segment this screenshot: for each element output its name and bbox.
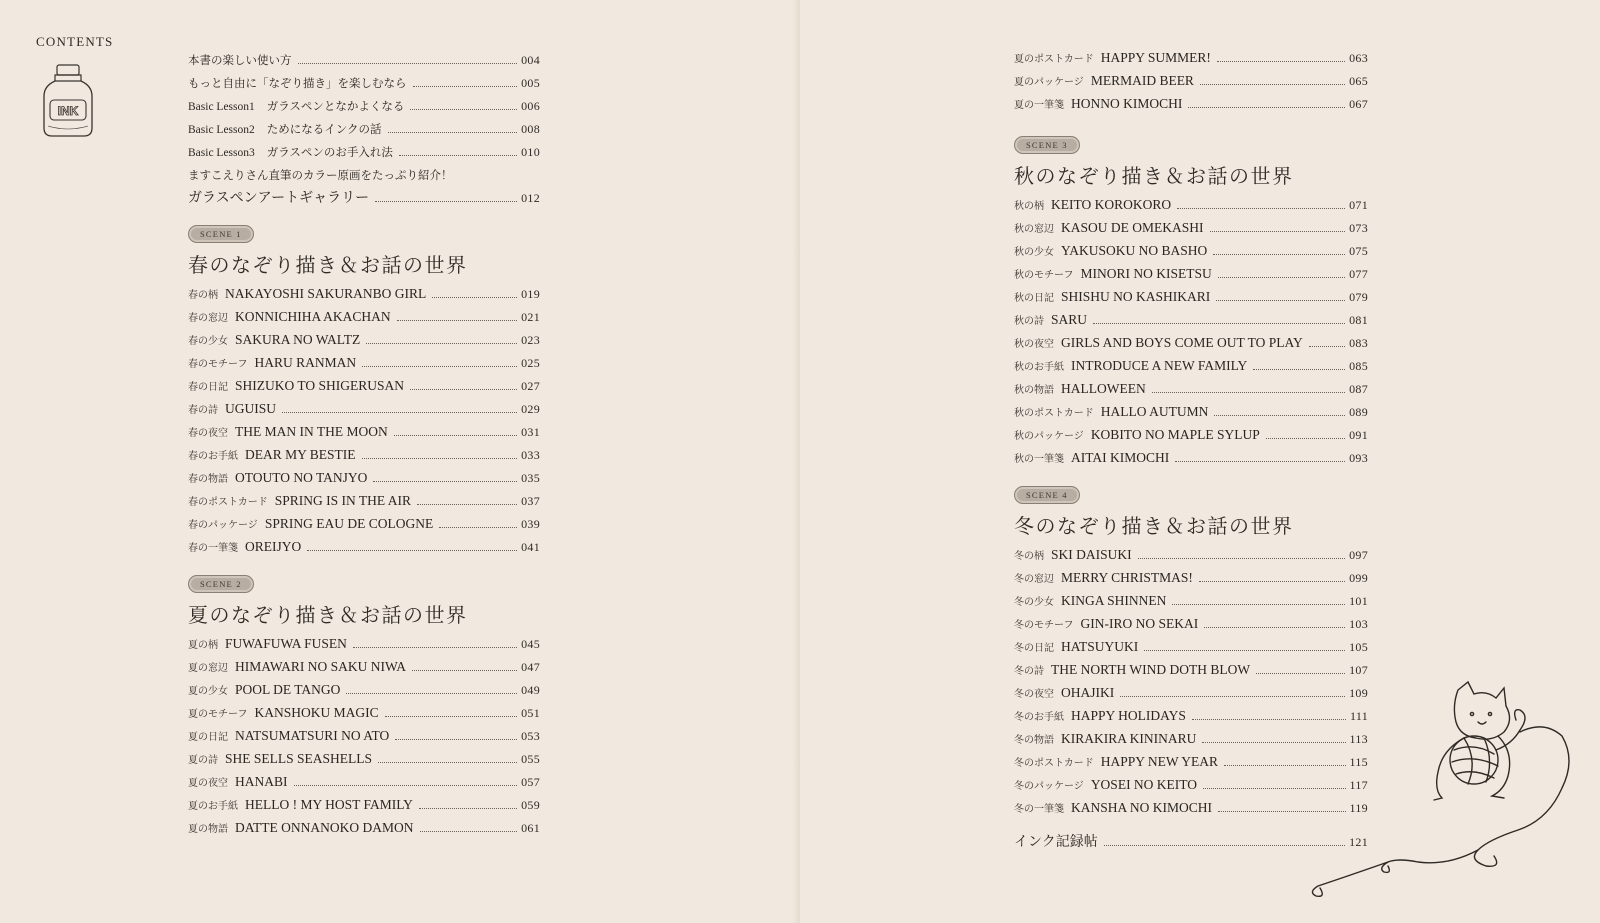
entry-title: HAPPY HOLIDAYS [1071, 708, 1186, 723]
entry-title: KEITO KOROKORO [1051, 197, 1172, 212]
toc-entry[interactable] [188, 447, 540, 470]
scene-3 [1014, 135, 1368, 473]
page-number: 073 [1349, 221, 1368, 235]
dot-leader [1213, 254, 1345, 255]
dot-leader [1218, 277, 1345, 278]
page-number: 115 [1349, 755, 1368, 769]
dot-leader [1253, 369, 1345, 370]
entry-title: SHE SELLS SEASHELLS [225, 751, 373, 766]
entry-title: MINORI NO KISETSU [1080, 266, 1212, 281]
toc-entry[interactable] [1014, 335, 1368, 358]
page-number: 019 [521, 287, 540, 301]
page-number: 121 [1349, 835, 1368, 849]
page-number: 039 [521, 517, 540, 531]
dot-leader [1266, 438, 1345, 439]
entry-title: ためになるインクの話 [266, 124, 382, 136]
dot-leader [410, 389, 517, 390]
dot-leader [378, 762, 517, 763]
page-number: 113 [1349, 732, 1368, 746]
dot-leader [1177, 208, 1345, 209]
section-label: 夏の窓辺 [188, 663, 228, 674]
section-label: 夏の一筆箋 [1014, 100, 1064, 111]
page-number: 012 [521, 191, 540, 205]
dot-leader [282, 412, 517, 413]
section-label: 冬のポストカード [1014, 758, 1094, 769]
entry-title: KANSHOKU MAGIC [254, 705, 379, 720]
page-number: 021 [521, 310, 540, 324]
toc-entry[interactable] [188, 820, 540, 843]
toc-entry[interactable] [1014, 593, 1368, 616]
section-label: 夏の物語 [188, 824, 228, 835]
toc-entry[interactable] [188, 309, 540, 332]
dot-leader [413, 86, 518, 87]
section-label: 夏のモチーフ [188, 709, 248, 720]
page-number: 085 [1349, 359, 1368, 373]
dot-leader [395, 739, 517, 740]
dot-leader [1309, 346, 1345, 347]
entry-title: THE NORTH WIND DOTH BLOW [1051, 662, 1251, 677]
entry-title: NATSUMATSURI NO ATO [235, 728, 390, 743]
page-number: 008 [521, 122, 540, 136]
section-label: 秋のモチーフ [1014, 270, 1074, 281]
page-number: 047 [521, 660, 540, 674]
page-number: 063 [1349, 51, 1368, 65]
section-label: 夏のポストカード [1014, 54, 1094, 65]
dot-leader [410, 109, 517, 110]
page-number: 109 [1349, 686, 1368, 700]
toc-entry[interactable] [1014, 358, 1368, 381]
section-label: 夏の夜空 [188, 778, 228, 789]
toc-entry[interactable] [188, 705, 540, 728]
section-label: 秋の夜空 [1014, 339, 1054, 350]
toc-entry[interactable] [1014, 220, 1368, 243]
entry-title: KANSHA NO KIMOCHI [1071, 800, 1213, 815]
toc-entry[interactable] [188, 682, 540, 705]
dot-leader [1214, 415, 1345, 416]
entry-title: HAPPY NEW YEAR [1100, 754, 1218, 769]
toc-entry-gallery[interactable] [188, 187, 540, 212]
toc-entry[interactable] [188, 516, 540, 539]
entry-title: HAPPY SUMMER! [1100, 50, 1211, 65]
toc-entry[interactable] [1014, 427, 1368, 450]
section-label: 秋の一筆箋 [1014, 454, 1064, 465]
page-number: 083 [1349, 336, 1368, 350]
toc-entry[interactable] [188, 98, 540, 121]
dot-leader [388, 132, 518, 133]
entry-title: NAKAYOSHI SAKURANBO GIRL [225, 286, 427, 301]
entry-title: HIMAWARI NO SAKU NIWA [235, 659, 407, 674]
toc-left-column [188, 52, 540, 843]
section-label: 冬のモチーフ [1014, 620, 1074, 631]
dot-leader [353, 647, 517, 648]
gallery-lead-text: ますこえりさん直筆のカラー原画をたっぷり紹介！ [188, 170, 453, 182]
scene-title: 秋のなぞり描き＆お話の世界 [1014, 166, 1294, 188]
entry-title: ガラスペンのお手入れ法 [266, 147, 393, 159]
page-number: 051 [521, 706, 540, 720]
toc-entry[interactable] [188, 493, 540, 516]
toc-entry[interactable] [188, 286, 540, 309]
entry-title: INTRODUCE A NEW FAMILY [1071, 358, 1248, 373]
entry-title: YAKUSOKU NO BASHO [1061, 243, 1208, 258]
section-label: 春の物語 [188, 474, 228, 485]
toc-entry[interactable] [1014, 570, 1368, 593]
section-label: 夏の詩 [188, 755, 218, 766]
gallery-title: ガラスペンアートギャラリー [188, 191, 370, 206]
page-number: 081 [1349, 313, 1368, 327]
toc-entry[interactable] [188, 470, 540, 493]
entry-title: GIRLS AND BOYS COME OUT TO PLAY [1061, 335, 1303, 350]
page-number: 061 [521, 821, 540, 835]
scene-entries [188, 636, 540, 843]
entry-title: SPRING EAU DE COLOGNE [264, 516, 434, 531]
dot-leader [346, 693, 517, 694]
toc-entry[interactable] [188, 659, 540, 682]
entry-title: 本書の楽しい使い方 [188, 55, 292, 67]
scene-badge: SCENE 2 [188, 575, 254, 593]
toc-entry[interactable] [188, 751, 540, 774]
dot-leader [397, 320, 517, 321]
section-label: 秋の物語 [1014, 385, 1054, 396]
toc-entry[interactable] [188, 728, 540, 751]
dot-leader [1210, 231, 1346, 232]
dot-leader [420, 831, 518, 832]
toc-entry[interactable] [1014, 381, 1368, 404]
toc-entry[interactable] [188, 539, 540, 562]
entry-title: HANABI [235, 774, 288, 789]
scene-badge: SCENE 3 [1014, 136, 1080, 154]
toc-entry[interactable] [188, 355, 540, 378]
toc-entry[interactable] [188, 121, 540, 144]
page-number: 053 [521, 729, 540, 743]
entry-title: POOL DE TANGO [235, 682, 341, 697]
entry-title: GIN-IRO NO SEKAI [1080, 616, 1199, 631]
dot-leader [1188, 107, 1345, 108]
scene-2 [188, 574, 540, 843]
toc-entry[interactable] [188, 797, 540, 820]
entry-title: OHAJIKI [1061, 685, 1115, 700]
entry-title: HALLOWEEN [1061, 381, 1146, 396]
section-label: 春の少女 [188, 336, 228, 347]
dot-leader [375, 201, 517, 202]
entry-title: DEAR MY BESTIE [245, 447, 356, 462]
dot-leader [1144, 650, 1345, 651]
entry-title: KIRAKIRA KININARU [1061, 731, 1197, 746]
dot-leader [439, 527, 517, 528]
scene-1 [188, 224, 540, 562]
entry-title: KOBITO NO MAPLE SYLUP [1090, 427, 1260, 442]
section-label: 春の夜空 [188, 428, 228, 439]
section-label: 秋のお手紙 [1014, 362, 1064, 373]
section-label: 春の日記 [188, 382, 228, 393]
toc-entry[interactable] [1014, 243, 1368, 266]
dot-leader [362, 458, 518, 459]
page-number: 067 [1349, 97, 1368, 111]
dot-leader [298, 63, 518, 64]
ink-label: INK [57, 104, 79, 118]
page-number: 045 [521, 637, 540, 651]
page-number: 093 [1349, 451, 1368, 465]
dot-leader [1256, 673, 1345, 674]
gallery-lead [188, 167, 540, 187]
dot-leader [362, 366, 517, 367]
entry-title: KONNICHIHA AKACHAN [235, 309, 391, 324]
page-number: 117 [1349, 778, 1368, 792]
entry-title: SAKURA NO WALTZ [235, 332, 361, 347]
entry-title: HELLO ! MY HOST FAMILY [245, 797, 413, 812]
entry-title: FUWAFUWA FUSEN [225, 636, 347, 651]
toc-entry[interactable] [188, 424, 540, 447]
page-number: 004 [521, 53, 540, 67]
section-label: 冬の少女 [1014, 597, 1054, 608]
section-label: 秋の柄 [1014, 201, 1044, 212]
section-label: 秋のパッケージ [1014, 431, 1084, 442]
toc-entry[interactable] [1014, 50, 1368, 73]
entry-title: KASOU DE OMEKASHI [1061, 220, 1204, 235]
section-label: 夏の柄 [188, 640, 218, 651]
dot-leader [399, 155, 517, 156]
entry-title: HATSUYUKI [1061, 639, 1139, 654]
section-label: 冬のお手紙 [1014, 712, 1064, 723]
dot-leader [1138, 558, 1345, 559]
entry-title: KINGA SHINNEN [1061, 593, 1167, 608]
page-number: 059 [521, 798, 540, 812]
toc-entry[interactable] [1014, 96, 1368, 119]
page-number: 010 [521, 145, 540, 159]
scene-badge: SCENE 1 [188, 225, 254, 243]
dot-leader [307, 550, 517, 551]
toc-entry[interactable] [1014, 73, 1368, 96]
entry-title: ガラスペンとなかよくなる [266, 101, 405, 113]
entry-title: SHIZUKO TO SHIGERUSAN [235, 378, 405, 393]
section-label: 秋の日記 [1014, 293, 1054, 304]
entry-title: SHISHU NO KASHIKARI [1061, 289, 1211, 304]
section-label: 夏のパッケージ [1014, 77, 1084, 88]
dot-leader [417, 504, 517, 505]
scene-entries [1014, 197, 1368, 473]
toc-entry[interactable] [1014, 639, 1368, 662]
entry-title: MERMAID BEER [1090, 73, 1194, 88]
lesson-prefix: Basic Lesson3 [188, 147, 255, 159]
section-label: 春の柄 [188, 290, 218, 301]
section-label: 冬の夜空 [1014, 689, 1054, 700]
toc-entry[interactable] [1014, 312, 1368, 335]
entry-title: OREIJYO [245, 539, 302, 554]
page-number: 029 [521, 402, 540, 416]
dot-leader [412, 670, 517, 671]
section-label: 秋のポストカード [1014, 408, 1094, 419]
page-number: 055 [521, 752, 540, 766]
toc-entry[interactable] [188, 378, 540, 401]
entry-title: SPRING IS IN THE AIR [274, 493, 411, 508]
section-label: 冬のパッケージ [1014, 781, 1084, 792]
ink-bottle-illustration [40, 62, 96, 140]
page-number: 057 [521, 775, 540, 789]
page-number: 105 [1349, 640, 1368, 654]
toc-entry[interactable] [188, 401, 540, 424]
page-number: 033 [521, 448, 540, 462]
page-number: 111 [1349, 709, 1368, 723]
scene-title: 夏のなぞり描き＆お話の世界 [188, 605, 468, 627]
lesson-prefix: Basic Lesson1 [188, 101, 255, 113]
scene-title: 冬のなぞり描き＆お話の世界 [1014, 516, 1294, 538]
entry-title: HONNO KIMOCHI [1071, 96, 1183, 111]
section-label: 冬の柄 [1014, 551, 1044, 562]
scene-title: 春のなぞり描き＆お話の世界 [188, 255, 468, 277]
section-label: 夏のお手紙 [188, 801, 238, 812]
page-number: 065 [1349, 74, 1368, 88]
dot-leader [419, 808, 517, 809]
page-number: 119 [1349, 801, 1368, 815]
section-label: 春の詩 [188, 405, 218, 416]
entry-title: HALLO AUTUMN [1100, 404, 1209, 419]
entry-title: MERRY CHRISTMAS! [1061, 570, 1193, 585]
toc-entry[interactable] [1014, 547, 1368, 570]
cat-with-yarn-illustration [1308, 680, 1598, 910]
toc-entry[interactable] [1014, 616, 1368, 639]
entry-title: OTOUTO NO TANJYO [235, 470, 368, 485]
page-number: 023 [521, 333, 540, 347]
section-label: 冬の物語 [1014, 735, 1054, 746]
section-label: 冬の詩 [1014, 666, 1044, 677]
page-number: 006 [521, 99, 540, 113]
dot-leader [373, 481, 517, 482]
page-number: 075 [1349, 244, 1368, 258]
toc-entry[interactable] [1014, 450, 1368, 473]
entry-title: SARU [1051, 312, 1088, 327]
page-number: 103 [1349, 617, 1368, 631]
page-number: 071 [1349, 198, 1368, 212]
scene-entries [188, 286, 540, 562]
dot-leader [1199, 581, 1345, 582]
section-label: 秋の窓辺 [1014, 224, 1054, 235]
entry-title: もっと自由に「なぞり描き」を楽しむなら [188, 78, 407, 90]
page-number: 025 [521, 356, 540, 370]
toc-entry[interactable] [1014, 404, 1368, 427]
toc-entry[interactable] [188, 52, 540, 75]
dot-leader [1200, 84, 1345, 85]
dot-leader [1093, 323, 1345, 324]
page-number: 035 [521, 471, 540, 485]
dot-leader [1152, 392, 1345, 393]
page-number: 037 [521, 494, 540, 508]
page-number: 005 [521, 76, 540, 90]
entry-title: AITAI KIMOCHI [1071, 450, 1170, 465]
page-number: 099 [1349, 571, 1368, 585]
section-label: 春のお手紙 [188, 451, 238, 462]
dot-leader [294, 785, 518, 786]
toc-entry[interactable] [188, 774, 540, 797]
entry-title: UGUISU [225, 401, 277, 416]
page-number: 091 [1349, 428, 1368, 442]
page-number: 031 [521, 425, 540, 439]
entry-title: DATTE ONNANOKO DAMON [235, 820, 414, 835]
page-number: 027 [521, 379, 540, 393]
page-number: 097 [1349, 548, 1368, 562]
page-number: 079 [1349, 290, 1368, 304]
lesson-prefix: Basic Lesson2 [188, 124, 255, 136]
page-number: 089 [1349, 405, 1368, 419]
toc-entry[interactable] [1014, 266, 1368, 289]
page-number: 101 [1349, 594, 1368, 608]
entry-title: YOSEI NO KEITO [1090, 777, 1198, 792]
section-label: 春のモチーフ [188, 359, 248, 370]
toc-entry[interactable] [188, 332, 540, 355]
section-label: 冬の一筆箋 [1014, 804, 1064, 815]
page-number: 087 [1349, 382, 1368, 396]
contents-heading: CONTENTS [36, 34, 114, 49]
dot-leader [1217, 61, 1345, 62]
entry-title: HARU RANMAN [254, 355, 357, 370]
section-label: 夏の少女 [188, 686, 228, 697]
entry-title: SKI DAISUKI [1051, 547, 1132, 562]
toc-entry[interactable] [1014, 289, 1368, 312]
toc-entry[interactable] [188, 636, 540, 659]
section-label: 春の窓辺 [188, 313, 228, 324]
dot-leader [366, 343, 517, 344]
toc-entry[interactable] [1014, 197, 1368, 220]
section-label: 春のパッケージ [188, 520, 258, 531]
dot-leader [385, 716, 517, 717]
section-label: 春のポストカード [188, 497, 268, 508]
dot-leader [1204, 627, 1345, 628]
dot-leader [432, 297, 517, 298]
dot-leader [1216, 300, 1345, 301]
dot-leader [1175, 461, 1345, 462]
scene-badge: SCENE 4 [1014, 486, 1080, 504]
page-number: 107 [1349, 663, 1368, 677]
toc-entry[interactable] [188, 75, 540, 98]
toc-entry[interactable] [188, 144, 540, 167]
intro-list [188, 52, 540, 167]
section-label: 秋の少女 [1014, 247, 1054, 258]
section-label: 冬の日記 [1014, 643, 1054, 654]
section-label: 春の一筆箋 [188, 543, 238, 554]
dot-leader [1172, 604, 1345, 605]
section-label: 秋の詩 [1014, 316, 1044, 327]
page-number: 049 [521, 683, 540, 697]
page-number: 077 [1349, 267, 1368, 281]
entry-title: THE MAN IN THE MOON [235, 424, 388, 439]
dot-leader [394, 435, 517, 436]
ink-log-title: インク記録帖 [1014, 835, 1098, 850]
page-number: 041 [521, 540, 540, 554]
section-label: 夏の日記 [188, 732, 228, 743]
section-label: 冬の窓辺 [1014, 574, 1054, 585]
scene-2-continued-entries [1014, 50, 1368, 119]
